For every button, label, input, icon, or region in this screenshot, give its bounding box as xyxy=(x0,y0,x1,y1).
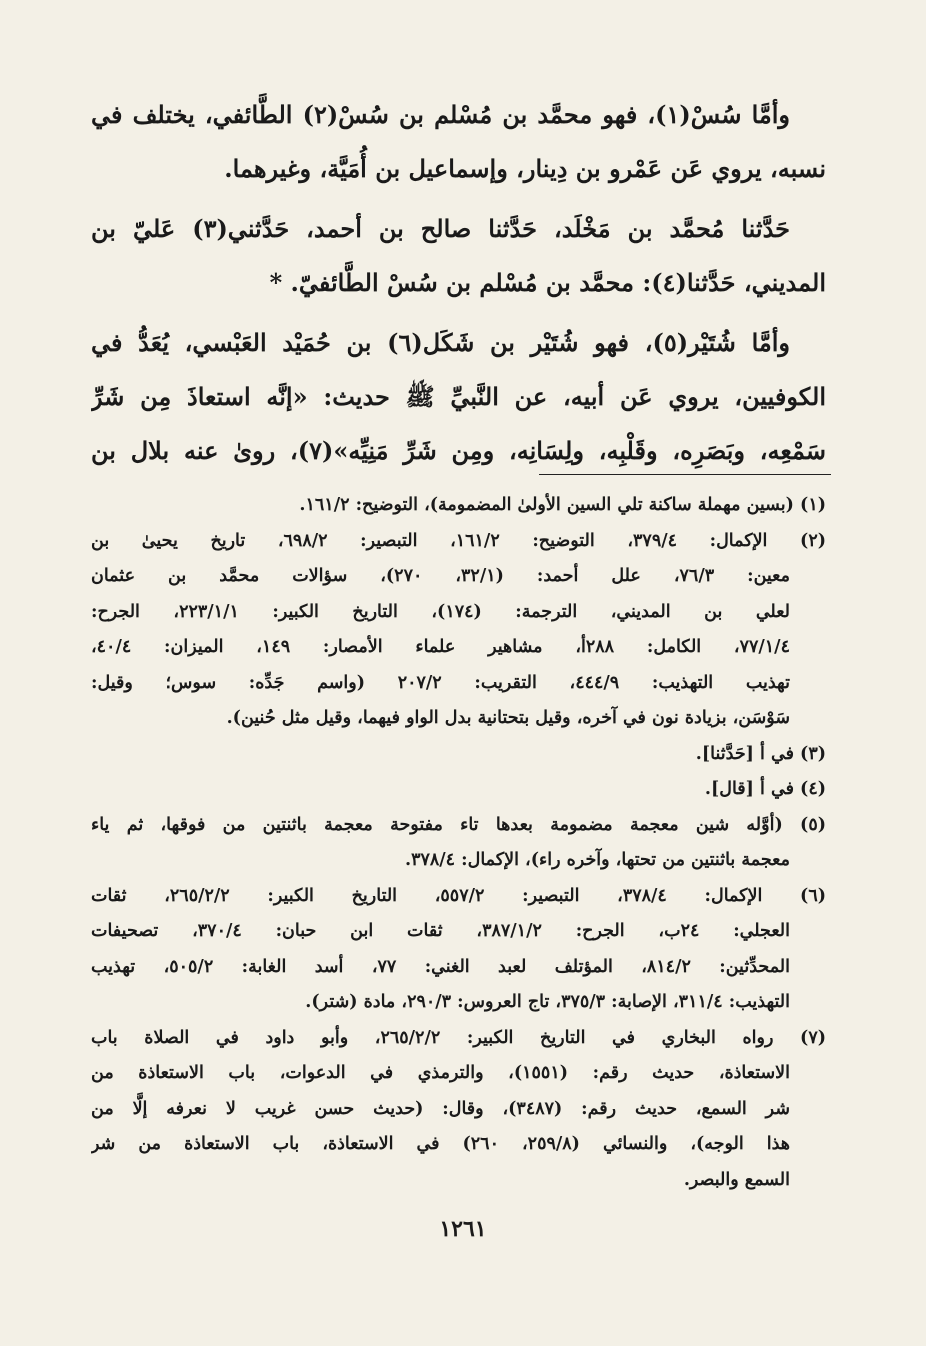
text-line: المديني، حَدَّثنا(٤): محمَّد بن مُسْلم بن سُسْ الطَّائفيّ. * xyxy=(269,268,826,297)
footnote-4 xyxy=(91,772,826,808)
footnote-line: سَوْسَن، بزيادة نون في آخره، وقيل بتحتانية بدل الواو فيهما، وقيل مثل حُنين). xyxy=(226,708,790,728)
footnote-1 xyxy=(91,488,826,524)
footnote-divider xyxy=(539,474,831,475)
text-line: الكوفيين، يروي عَن أبيه، عن النَّبيِّ ﷺ حديث: «إنَّه استعاذَ مِن شَرِّ xyxy=(91,382,826,411)
paragraph-shutayr xyxy=(91,316,826,478)
footnote-line: السمع والبصر. xyxy=(683,1169,790,1190)
text-line: وأمَّا شُتَيْر(٥)، فهو شُتَيْر بن شَكَل(٦) بن حُمَيْد العَبْسي، يُعَدُّ في xyxy=(91,328,790,357)
footnote-line: (٦) الإكمال: ٣٧٨/٤، التبصير: ٥٥٧/٢، التاريخ الكبير: ٢٦٥/٢/٢، ثقات xyxy=(91,885,826,906)
text-line: حَدَّثنا مُحمَّد بن مَخْلَد، حَدَّثنا صالح بن أحمد، حَدَّثني(٣) عَليّ بن xyxy=(91,214,790,243)
footnote-line: لعلي بن المديني، الترجمة: (١٧٤)، التاريخ الكبير: ٢٢٣/١/١، الجرح: xyxy=(91,601,790,622)
footnote-line: معين: ٧٦/٣، علل أحمد: (٣٢/١، ٢٧٠)، سؤالات محمَّد بن عثمان xyxy=(91,566,790,586)
footnote-line: العجلي: ٢٤ب، الجرح: ٣٨٧/١/٢، ثقات ابن حبان: ٣٧٠/٤، تصحيفات xyxy=(91,921,790,941)
footnote-line: شر السمع، حديث رقم: (٣٤٨٧)، وقال: (حديث حسن غريب لا نعرفه إلَّا من xyxy=(91,1098,790,1119)
text-line: سَمْعِه، وبَصَرِه، وقَلْبِه، ولِسَانِه، ومِن شَرِّ مَنِيِّه»(٧)، روىٰ عنه بلال بن xyxy=(91,436,826,465)
page-number: ١٢٦١ xyxy=(439,1216,487,1242)
footnote-line: معجمة باثنتين من تحتها، وآخره راء)، الإكمال: ٣٧٨/٤. xyxy=(404,850,790,870)
footnote-line: (٧) رواه البخاري في التاريخ الكبير: ٢٦٥/٢/٢، وأبو داود في الصلاة باب xyxy=(91,1027,826,1048)
footnote-line: (١) (بسين مهملة ساكنة تلي السين الأولىٰ المضمومة)، التوضيح: ١٦١/٢. xyxy=(299,495,826,515)
footnote-line: تهذيب التهذيب: ٤٤٤/٩، التقريب: ٢٠٧/٢ (واسم جَدِّه: سوس؛ وقيل: xyxy=(91,672,790,693)
paragraph-isnad xyxy=(91,202,826,310)
footnote-line: ٧٧/١/٤، الكامل: ٢٨٨أ، مشاهير علماء الأمصار: ١٤٩، الميزان: ٤٠/٤، xyxy=(91,637,790,657)
footnote-line: (٥) (أوَّله شين معجمة مضمومة بعدها تاء مفتوحة معجمة باثنتين من فوقها، ثم ياء xyxy=(91,814,826,835)
footnote-line: الاستعاذة، حديث رقم: (١٥٥١)، والترمذي في الدعوات، باب الاستعاذة من xyxy=(91,1063,790,1083)
footnotes xyxy=(91,488,826,1198)
footnote-line: (٢) الإكمال: ٣٧٩/٤، التوضيح: ١٦١/٢، التبصير: ٦٩٨/٢، تاريخ يحيىٰ بن xyxy=(91,530,826,551)
text-line: وأمَّا سُسْ(١)، فهو محمَّد بن مُسْلم بن سُسْ(٢) الطَّائفي، يختلف في xyxy=(91,100,791,129)
footnote-line: (٣) في أ [حَدَّثنا]. xyxy=(695,743,826,764)
footnote-line: التهذيب: ٣١١/٤، الإصابة: ٣٧٥/٣، تاج العروس: ٢٩٠/٣، مادة (شتر). xyxy=(305,992,790,1012)
footnote-6 xyxy=(91,879,826,1021)
footnote-2 xyxy=(91,524,826,737)
text-line: نسبه، يروي عَن عَمْرو بن دِينار، وإسماعيل بن أُمَيَّة، وغيرهما. xyxy=(224,154,826,183)
footnote-line: (٤) في أ [قال]. xyxy=(704,779,826,799)
footnote-3 xyxy=(91,737,826,773)
footnote-7 xyxy=(91,1021,826,1199)
main-text xyxy=(91,88,826,484)
footnote-5 xyxy=(91,808,826,879)
footnote-line: المحدِّثين: ٨١٤/٢، المؤتلف لعبد الغني: ٧٧، أسد الغابة: ٥٠٥/٢، تهذيب xyxy=(91,956,790,977)
footnote-line: هذا الوجه)، والنسائي (٢٥٩/٨، ٢٦٠) في الاستعاذة، باب الاستعاذة من شر xyxy=(91,1134,790,1154)
paragraph-susu xyxy=(91,88,826,196)
